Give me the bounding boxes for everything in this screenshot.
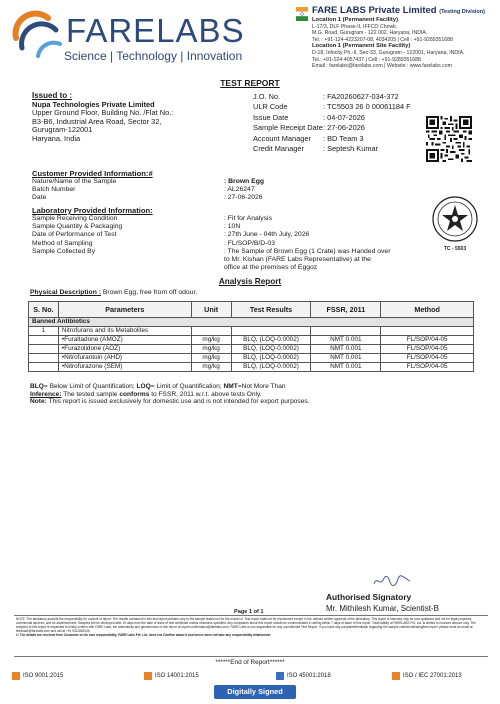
cell-fssr: NMT 0.001 — [311, 336, 381, 345]
info-row — [32, 248, 432, 256]
company-division: (Testing Division) — [439, 9, 485, 15]
analysis-report-title: Analysis Report — [218, 277, 282, 286]
cell-sno — [29, 363, 59, 372]
accreditation-seal-icon — [430, 195, 480, 253]
group-label: Banned Antibiotics — [29, 318, 474, 327]
column-header: S. No. — [29, 302, 59, 318]
report-notes — [30, 383, 480, 406]
note-label: Note: — [30, 398, 47, 406]
abbr-def: = Below Limit of Quantification; — [43, 383, 137, 390]
table-group-row — [29, 318, 474, 327]
cert-label: ISO 14001:2015 — [155, 673, 199, 679]
end-of-report: ******End of Report****** — [215, 659, 285, 666]
info-row — [32, 240, 432, 248]
cell-unit: mg/kg — [191, 354, 231, 363]
qr-code-icon[interactable] — [426, 116, 472, 162]
cell-sno — [29, 345, 59, 354]
info-value: office at the premises of Eggoz — [224, 264, 318, 272]
signatory-name: Mr. Mithilesh Kumar, Scientist-B — [326, 604, 439, 613]
cert-label: ISO / IEC 27001:2013 — [403, 673, 462, 679]
info-key: Date of Performance of Test — [32, 231, 117, 239]
info-key: Nature/Name of the Sample — [32, 178, 117, 185]
meta-row — [253, 134, 433, 144]
info-key: Date — [32, 194, 47, 202]
signature-scribble-icon — [372, 574, 412, 588]
info-key: Sample Collected By — [32, 247, 96, 255]
location-2-line: D-18, Infocity Ph.-II, Sec-33, Gurugram - 122001, Haryana, INDIA. — [312, 49, 465, 56]
cell-method: FL/SOP/04-05 — [381, 354, 474, 363]
abbr-term: LOQ — [136, 383, 151, 390]
cell-parameter: • Furazolidone (AOZ) — [58, 345, 191, 354]
info-row — [32, 223, 432, 231]
column-header: Unit — [191, 302, 231, 318]
table-header-row — [29, 302, 474, 318]
column-header: Method — [381, 302, 474, 318]
issued-to-address: Haryana, India — [32, 133, 81, 143]
cert-badge-icon — [392, 672, 400, 680]
cell-sno: 1 — [29, 327, 59, 336]
info-key: Method of Sampling — [32, 239, 93, 247]
cert-label: ISO 9001:2015 — [23, 673, 64, 679]
seal-code: TC - 5503 — [443, 246, 467, 252]
cell-unit: mg/kg — [191, 345, 231, 354]
certifications-bar — [12, 672, 492, 684]
location-1-line: L-17/3, DLF Phase-II, IFFCO Chowk, — [312, 23, 398, 30]
info-value: to Mr. Kishan (FARE Labs Representative) at the — [224, 256, 371, 264]
info-row — [32, 186, 452, 194]
table-row — [29, 336, 474, 345]
fine-print-disclaimer: #: The details are received from Customer on its own responsibility; FARE Labs Pvt. Ltd. does not Confirm about it and hence does not take any responsibility whatsoever. — [16, 633, 272, 638]
signatory-title: Authorised Signatory — [326, 592, 412, 602]
cell-fssr — [311, 327, 381, 336]
info-key: Batch Number — [32, 186, 76, 194]
column-header: Test Results — [231, 302, 311, 318]
cert-badge-icon — [144, 672, 152, 680]
customer-info-title: Customer Provided Information:# — [32, 169, 153, 178]
location-1-line: M.G. Road, Gurugram - 122 002, Haryana, INDIA. — [312, 30, 428, 37]
cell-fssr: NMT 0.001 — [311, 345, 381, 354]
issued-to-org: Nupa Technologies Private Limited — [32, 99, 155, 109]
info-row — [32, 194, 452, 202]
physical-description — [30, 289, 197, 296]
brand-logo — [8, 6, 268, 72]
table-row — [29, 354, 474, 363]
meta-row — [253, 123, 433, 133]
meta-row — [253, 92, 433, 102]
info-key: Sample Receiving Condition — [32, 215, 118, 222]
abbr-term: NMT — [223, 383, 238, 390]
inference-line — [30, 391, 480, 399]
meta-key: Credit Manager — [253, 144, 304, 154]
cell-parameter: • Nitrofurantoin (AHD) — [58, 354, 191, 363]
logo-emblem-icon — [8, 8, 64, 64]
meta-key: J.O. No. — [253, 92, 281, 101]
column-header: FSSR, 2011 — [311, 302, 381, 318]
cell-result: BLQ, (LOQ-0.0002) — [231, 363, 311, 372]
info-value: : The Sample of Brown Egg (1 Crate) was Handed over — [224, 247, 391, 255]
info-row — [32, 231, 432, 239]
issued-to-address: Gurugram-122001 — [32, 125, 93, 135]
info-value: : 10N — [224, 223, 241, 231]
cell-method — [381, 327, 474, 336]
cell-method: FL/SOP/04-05 — [381, 336, 474, 345]
meta-value: : FA20260627-034-372 — [323, 92, 399, 101]
cell-result: BLQ, (LOQ-0.0002) — [231, 336, 311, 345]
info-key — [32, 256, 224, 264]
company-address-block — [296, 6, 496, 70]
inference-label: Inference: — [30, 390, 62, 398]
meta-value: : Septesh Kumar — [323, 144, 379, 154]
physical-description-label: Physical Description : — [30, 289, 102, 296]
issued-to-address: B3-B6, Industrial Area Road, Sector 32, — [32, 116, 162, 126]
cell-parameter: Nitrofurans and its Metabolites — [58, 327, 191, 336]
cell-unit — [191, 327, 231, 336]
table-row — [29, 345, 474, 354]
meta-key: ULR Code — [253, 102, 288, 112]
location-1-line: Tel. : +91-124-4223207-08, 4034205 | Cell : +91-9289351688 — [312, 36, 453, 43]
lab-info-list — [32, 215, 432, 272]
location-2-title: Location 1 (Permanent Site Facility) — [312, 43, 411, 50]
info-value: : AL26247 — [224, 186, 255, 194]
info-value: : 27th June - 04th July, 2026 — [224, 231, 310, 239]
meta-row — [253, 113, 433, 123]
issued-to-label: Issued to : — [32, 91, 73, 100]
issued-to-address: Upper Ground Floor, Building No. /Flat No.: — [32, 108, 174, 118]
abbr-term: BLQ — [30, 383, 44, 390]
company-name: FARE LABS Private Limited — [312, 5, 437, 16]
inference-text: The tested sample — [61, 390, 120, 398]
meta-value: : BD Team 3 — [323, 133, 364, 143]
inference-text: to FSSR, 2011 w.r.t. above tests Only. — [149, 390, 262, 398]
cell-result — [231, 327, 311, 336]
location-1-title: Location 1 (Permanent Facility) — [312, 17, 399, 23]
meta-row — [253, 144, 433, 154]
location-2-line: Tel.: +91-124-4057437 | Cell : +91-9289351688 — [312, 56, 421, 63]
fine-print-paragraph: NOTE: The laboratory accepts the responsibility for content of report. The results contained in this test report pertains only to the sample tested not for the whole lot. Test report shall not be reproduced except in full, without written approval of the laboratory. This report is intended only for your guidance and not for legal purposes, commercial decrees, and for advertisement. Samples will be destroyed after 15 days from the date of issue of test certificate unless otherwise specified. Any complaints about this report should be communicated in writing within 7 days of issue of this report. Total liability of FARELABS Pvt. Ltd. is limited to invoiced amount only. The recipient of this report is requested to kindly confirm with FARE Labs, the authenticity and genuineness of this report at report.confirmation@farelabs.com. FARE Labs is not responsible for any unconfirmed Test Report. If you have any complaint/feedback regarding the sample collection/testing/test report, please send an email at feedback@farelabs.com and call at +91 9312869135 — [16, 617, 476, 634]
inference-verdict: conforms — [119, 390, 150, 398]
info-value: : FL/SOP/B/D-03 — [224, 239, 275, 247]
cell-sno — [29, 354, 59, 363]
legal-fine-print — [14, 615, 488, 657]
abbreviations-line — [30, 383, 480, 391]
cell-unit: mg/kg — [191, 363, 231, 372]
cell-fssr: NMT 0.001 — [311, 363, 381, 372]
note-line — [30, 398, 480, 406]
meta-key: Sample Receipt Date — [253, 123, 323, 133]
abbr-def: = Limit of Quantification; — [150, 383, 224, 390]
report-meta — [253, 92, 433, 154]
cell-parameter: • Nitrofurazone (SEM) — [58, 363, 191, 372]
logo-wordmark: FARELABS — [66, 12, 245, 49]
info-value: : Fit for Analysis — [224, 215, 272, 222]
meta-row — [253, 102, 433, 112]
info-value: : 27-06-2026 — [224, 194, 263, 202]
issued-to-block — [32, 92, 252, 144]
note-text: This report is issued exclusively for domestic use and is not intended for export purposes. — [46, 398, 310, 406]
info-value: : Brown Egg — [224, 178, 265, 185]
page-number: Page 1 of 1 — [234, 609, 264, 615]
lab-info-title: Laboratory Provided Information: — [32, 206, 153, 215]
info-row — [32, 178, 452, 186]
info-row — [32, 256, 432, 264]
cert-badge-icon — [12, 672, 20, 680]
india-flag-icon — [296, 7, 308, 21]
cert-badge — [276, 672, 331, 680]
location-2-line: Email : farelabs@farelabs.com | Website : www.farelabs.com — [312, 63, 453, 70]
physical-description-value: Brown Egg, free from off odour. — [101, 289, 198, 296]
meta-value: : 27-06-2026 — [323, 123, 365, 133]
cell-fssr: NMT 0.001 — [311, 354, 381, 363]
digitally-signed-badge[interactable]: Digitally Signed — [214, 685, 296, 699]
logo-tagline: Science | Technology | Innovation — [64, 49, 243, 63]
cell-method: FL/SOP/04-05 — [381, 363, 474, 372]
customer-info-list — [32, 178, 452, 203]
meta-value: : TC5503 26 0 00061184 F — [323, 102, 411, 112]
table-row — [29, 327, 474, 336]
report-title: TEST REPORT — [220, 78, 280, 88]
results-table — [28, 301, 474, 372]
info-key: Sample Quantity & Packaging — [32, 223, 123, 231]
cert-badge — [144, 672, 199, 680]
cell-result: BLQ, (LOQ-0.0002) — [231, 345, 311, 354]
meta-value: : 04-07-2026 — [323, 112, 365, 122]
cert-badge-icon — [276, 672, 284, 680]
table-row — [29, 363, 474, 372]
cert-badge — [12, 672, 63, 680]
cell-unit: mg/kg — [191, 336, 231, 345]
meta-key: Issue Date — [253, 112, 289, 122]
form-code — [2, 596, 10, 656]
cert-badge — [392, 672, 462, 680]
column-header: Parameters — [58, 302, 191, 318]
cell-parameter: • Furaltadone (AMOZ) — [58, 336, 191, 345]
info-row — [32, 264, 432, 272]
cell-result: BLQ, (LOQ-0.0002) — [231, 354, 311, 363]
cell-method: FL/SOP/04-05 — [381, 345, 474, 354]
abbr-def: =Not More Than — [237, 383, 286, 390]
meta-key: Account Manager — [253, 133, 311, 143]
cert-label: ISO 45001:2018 — [287, 673, 331, 679]
cell-sno — [29, 336, 59, 345]
info-key — [32, 264, 224, 272]
info-row — [32, 215, 432, 223]
